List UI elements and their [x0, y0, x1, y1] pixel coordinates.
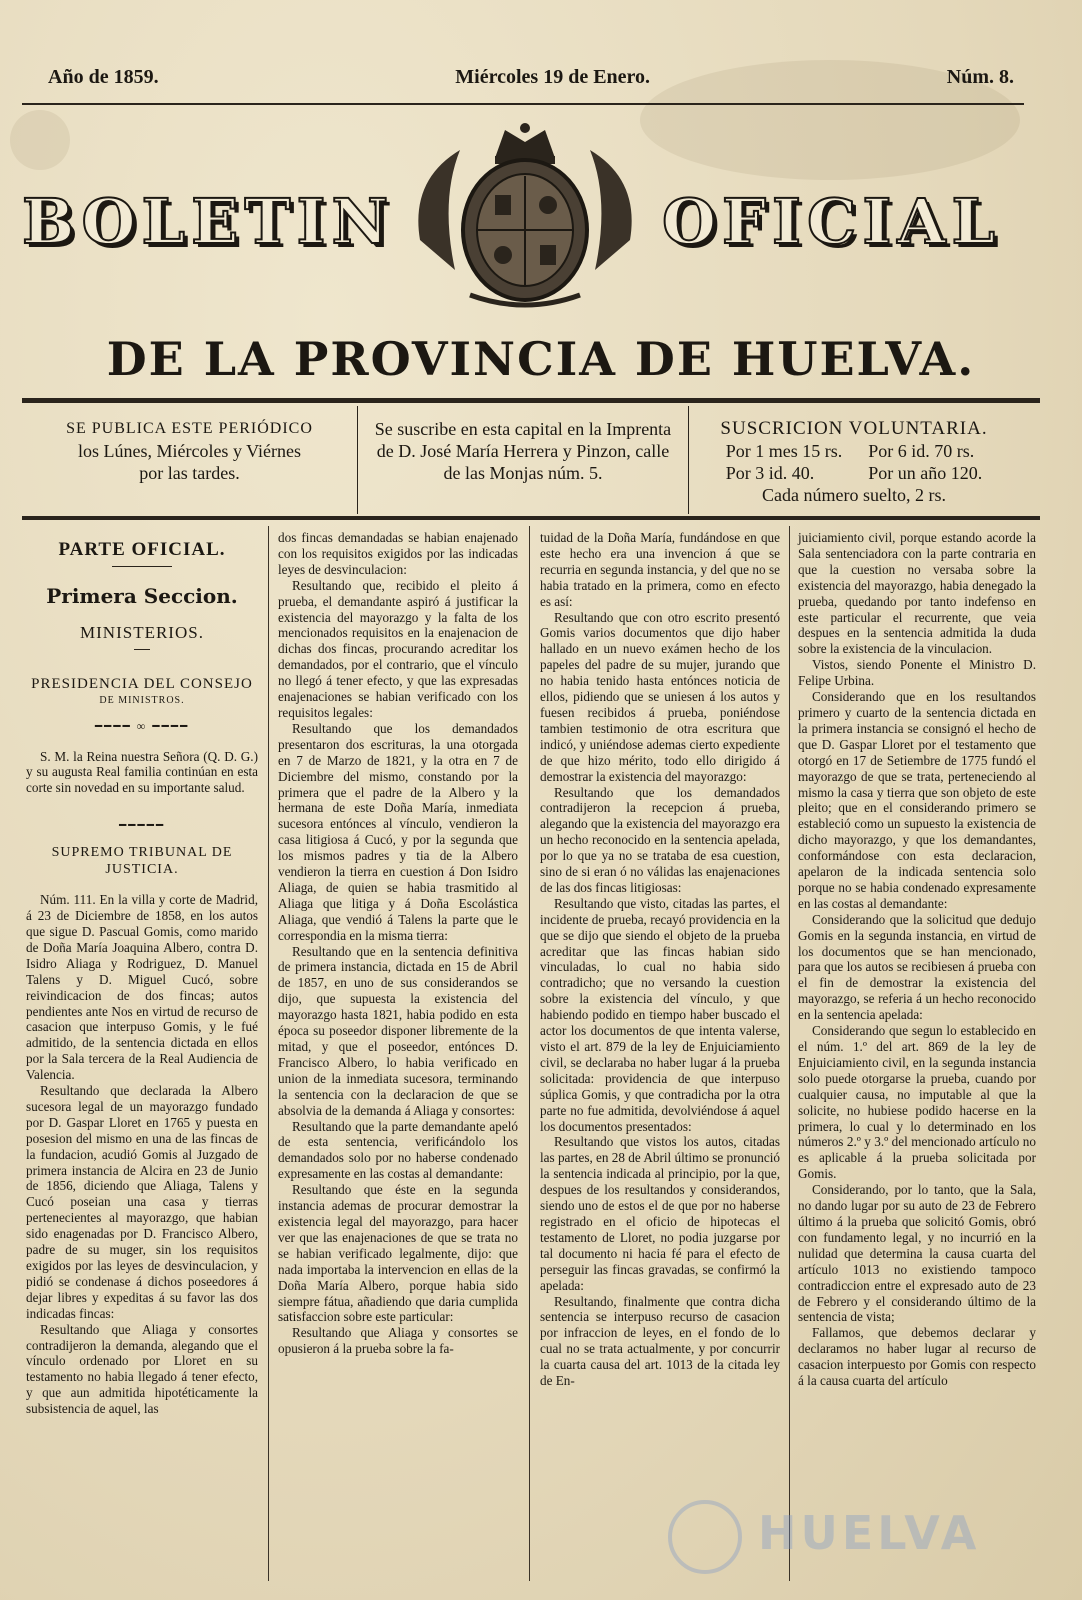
paragraph: Resultando que en la sentencia definitiva de primera instancia, dictada en 15 de Abril de 1857, en uno de sus considerandos se dijo, que supuesta la existencia del mayorazgo hasta 1821, habia podido en esta época su poseedor disponer libremente de la mitad, y que el poseedor, entónces D. Francisco Albero, lo habia verificado en union de la inmediata sucesora, terminando la sentencia con la declaracion de que se absolvia de la demanda á Aliaga y consortes:	[278, 943, 518, 1118]
price-line: Por 3 id. 40.	[725, 463, 815, 483]
schedule-line: los Lúnes, Miércoles y Viérnes	[77, 441, 302, 461]
column-divider	[529, 526, 530, 1581]
subscribe-line: Se suscribe en esta capital en la Imprenta	[374, 419, 672, 439]
paragraph: Vistos, siendo Ponente el Ministro D. Felipe Urbina.	[798, 657, 1036, 689]
paragraph: S. M. la Reina nuestra Señora (Q. D. G.) y su augusta Real familia continúan en esta corte sin novedad en su importante salud.	[26, 748, 258, 796]
subtitle-rule	[22, 398, 1040, 403]
subscribe-line: de D. José María Herrera y Pinzon, calle	[376, 441, 670, 461]
paragraph: Considerando, por lo tanto, que la Sala, no dando lugar por su auto de 23 de Febrero último á la prueba que solicitó Gomis, obró con fundamento legal, y no incurrió en la nulidad que determina la causa cuarta del artículo 1013 no existiendo tampoco contradiccion entre el expresado auto de 23 de Febrero y el considerando último de la sentencia de vista;	[798, 1182, 1036, 1325]
ornament-divider: ━━━━ ∞ ━━━━	[94, 718, 190, 733]
subscription-place	[357, 406, 689, 514]
watermark-logo-icon	[668, 1500, 742, 1574]
paragraph: Resultando que éste en la segunda instancia ademas de procurar demostrar la existencia legal del mayorazgo, para hacer ver que las enajenaciones de que se trata no se habian verificado legalmente, dijo: que nada importaba la intervencion en ellas de la Doña María Albero, porque habia sido siempre fátua, añadiendo que daria cumplida satisfaccion sobre este particular:	[278, 1182, 518, 1325]
paragraph: tuidad de la Doña María, fundándose en que este hecho era una invencion á que se recurria en segunda instancia, y del que no se habia tratado en la primera, como en efecto es así:	[540, 530, 780, 609]
subscribe-line: de las Monjas núm. 5.	[443, 463, 603, 483]
prices-grid	[689, 440, 1019, 484]
publication-schedule	[22, 406, 357, 514]
prices-title: SUSCRICION VOLUNTARIA.	[720, 418, 988, 439]
parte-oficial-heading: PARTE OFICIAL.	[58, 539, 226, 560]
masthead-subtitle: DE LA PROVINCIA DE HUELVA.	[106, 332, 976, 386]
presidencia-subheading: DE MINISTROS.	[99, 694, 185, 706]
schedule-line: SE PUBLICA ESTE PERIÓDICO	[66, 420, 313, 437]
header-rule	[22, 103, 1024, 105]
column-divider	[789, 526, 790, 1581]
paragraph: Resultando que visto, citadas las partes, el incidente de prueba, recayó providencia en la que se dijo que siendo el objeto de la prueba acreditar que las fincas habian sido vinculadas, lo cual no habia sido contradicho; que no versando la cuestion sobre la existencia del vínculo, y que habiendo podido en tiempo haber buscado el actor los documentos de que intenta valerse, visto el art. 879 de la ley de Enjuiciamiento civil, se declaraba no haber lugar á la prueba solicitada: providencia de que interpuso súplica Gomis, y que contradicha por la otra parte no fue admitida, devolviéndose á aquel los documentos presentados:	[540, 895, 780, 1134]
paragraph: Resultando que Aliaga y consortes contradijeron la demanda, alegando que el vínculo ordenado por Lloret en su testamento no habia llegado á tener efecto, y que aun admitida hipotéticamente la subsistencia de aquel, las	[26, 1321, 258, 1417]
divider	[112, 566, 172, 567]
divider	[134, 649, 150, 650]
ministerios-heading: MINISTERIOS.	[80, 622, 204, 642]
price-line: Por un año 120.	[868, 463, 983, 483]
masthead-word-right: OFICIAL	[662, 185, 1002, 258]
column-divider	[268, 526, 269, 1581]
primera-seccion-heading: Primera Seccion.	[46, 583, 238, 608]
supremo-heading: SUPREMO TRIBUNAL DE JUSTICIA.	[51, 845, 233, 878]
paragraph: Resultando que Aliaga y consortes se opusieron á la prueba sobre la fa-	[278, 1325, 518, 1357]
paragraph: dos fincas demandadas se habian enajenado con los requisitos exigidos por las indicadas leyes de desvinculacion:	[278, 530, 518, 577]
column-4	[798, 530, 1036, 1389]
paragraph: Núm. 111. En la villa y corte de Madrid, á 23 de Diciembre de 1858, en los autos que sigue D. Pascual Gomis, como marido de Doña María Joaquina Albero, contra D. Isidro Aliaga y Rodriguez, D. Manuel Talens y D. Miguel Cucó, sobre reivindicacion de dos fincas; autos pendientes ante Nos en virtud de recurso de casacion que interpuso Gomis, y le fué admitido, de la sentencia dictada en ellos por la Sala tercera de la Real Audiencia de Valencia.	[26, 892, 258, 1083]
masthead	[22, 130, 1022, 320]
masthead-word-left: BOLETIN	[22, 185, 395, 258]
info-rule	[22, 516, 1040, 520]
paragraph: Considerando que la solicitud que dedujo Gomis en la segunda instancia, en virtud de los documentos que se han mencionado, para que los autos se recibiesen á prueba con el fin de demostrar la existencia del mayorazgo, se referia á un hecho reconocido en la sentencia apelada:	[798, 911, 1036, 1023]
schedule-line: por las tardes.	[139, 463, 240, 483]
info-bar	[22, 406, 1040, 514]
column-2	[278, 530, 518, 1357]
paragraph: Resultando que, recibido el pleito á prueba, el demandante aspiró á justificar la existencia del mayorazgo y la falta de los mencionados requisitos en la enajenacion de dichas dos fincas, procurando acreditar los demandados, por el contrario, que el vínculo no llegó á tener efecto, y que las expresadas enajenaciones se habian verificado con los requisitos legales:	[278, 577, 518, 720]
price-line: Cada número suelto, 2 rs.	[762, 485, 946, 505]
subscription-prices	[689, 406, 1019, 514]
presidencia-heading: PRESIDENCIA DEL CONSEJO	[31, 675, 253, 692]
paragraph: Resultando que con otro escrito presentó Gomis varios documentos que dijo haber hallado en un nuevo exámen hecho de los papeles del padre de su mujer, jurando que no habia tenido hasta entónces noticia de ellos, pidiendo que se uniesen á los autos y fuesen recibidos á prueba, poniéndose tambien testimonio de otra escritura que indicó, y uniéndose ademas cierto expediente de que hizo mérito, todo ello dirigido á demostrar la existencia del mayorazgo:	[540, 609, 780, 784]
ornament-divider: ━━━━━	[118, 818, 166, 833]
paragraph: juiciamiento civil, porque estando acorde la Sala sentenciadora con la parte contraria en que la cuestion no versaba sobre la existencia del mayorazgo, habia denegado la prueba, quedando por tanto indefenso en este particular el recurrente, que veia despues en la sentencia admitida la duda sobre la existencia de la vinculacion.	[798, 530, 1036, 657]
date-label: Miércoles 19 de Enero.	[455, 65, 651, 88]
paragraph: Resultando que declarada la Albero sucesora legal de un mayorazgo fundado por D. Gaspar Lloret en 1765 y puesta en posesion del mismo en una de las fincas de la fundacion, acudió Gomis al Juzgado de primera instancia de Alcira en 23 de Junio de 1856, diciendo que Aliaga, Talens y Cucó poseian una casa y tierras pertenecientes al mayorazgo, que habian sido enagenadas por D. Francisco Albero, padre de su muger, sin los requisitos exigidos por las leyes de desvinculacion, y pidió se condenase á dichos poseedores á dejar libres y expeditas á su favor las dos indicadas fincas:	[26, 1083, 258, 1321]
archive-watermark	[668, 1500, 998, 1570]
paragraph: Considerando que segun lo establecido en el núm. 1.º del art. 869 de la ley de Enjuiciamiento civil, en la segunda instancia solo puede otorgarse la prueba, cuando por cualquier causa, no imputable al que la solicite, no hubiese podido hacerse en la primera, lo cual y lo determinado en los números 2.º y 3.º del mencionado artículo no es aplicable á la prueba solicitada por Gomis.	[798, 1023, 1036, 1182]
coat-of-arms-icon	[400, 120, 650, 320]
column-3	[540, 530, 780, 1389]
paragraph: Resultando que la parte demandante apeló de esta sentencia, verificándolo los demandados solo por no haberse condenado expresamente en las costas al demandante:	[278, 1118, 518, 1182]
paragraph: Considerando que en los resultandos primero y cuarto de la sentencia dictada en la primera instancia se consignó el hecho de que D. Gaspar Lloret por el testamento que otorgó en 17 de Setiembre de 1775 fundó el mayorazgo de que se trata, perteneciendo al mismo la casa y tierra que son objeto de este pleito; que en el considerando primero se estableció como un supuesto la existencia de dicho mayorazgo, y que los demandantes, conformándose con esta declaracion, apelaron de la indicada sentencia solo porque no se habia condenado expresamente en las costas al demandante:	[798, 689, 1036, 911]
paragraph: Resultando, finalmente que contra dicha sentencia se interpuso recurso de casacion por infraccion de leyes, en el fondo de lo cual no se trata actualmente, y por concurrir la cuarta causa del art. 1013 de la citada ley de En-	[540, 1293, 780, 1389]
paragraph: Fallamos, que debemos declarar y declaramos no haber lugar al recurso de casacion interpuesto por Gomis con respecto á la causa cuarta del artículo	[798, 1325, 1036, 1389]
watermark-text: HUELVA	[758, 1506, 981, 1560]
paragraph: Resultando que vistos los autos, citadas las partes, en 28 de Abril último se pronunció la sentencia indicada al principio, por la que, despues de los resultandos y considerandos, siendo uno de estos el de que por no haberse registrado en el oficio de hipotecas el testamento de Lloret, no podia juzgarse por tal documento ni hacia fé para el efecto de perseguir las fincas gravadas, se confirmó la apelada:	[540, 1134, 780, 1293]
issue-number: Núm. 8.	[946, 65, 1014, 88]
price-line: Por 6 id. 70 rs.	[868, 441, 975, 461]
paragraph: Resultando que los demandados contradijeron la recepcion á prueba, alegando que la existencia del mayorazgo era un hecho reconocido en la sentencia apelada, por lo que ya no se trataba de esa cuestion, sino de si eran ó no válidas las enajenaciones de las dos fincas litigiosas:	[540, 784, 780, 895]
year-label: Año de 1859.	[48, 65, 159, 88]
paragraph: Resultando que los demandados presentaron dos escrituras, la una otorgada en 7 de Marzo de 1821, y la otra en 7 de Diciembre del mismo, constando por la primera que el padre de la Albero y la hermana de este Doña María, inmediata sucesora entónces al vínculo, vendieron la casa litigiosa á Cucó, y por la segunda que los mismos padres y tia de la Albero vendieron la tierra en cuestion á Don Isidro Aliaga, de quien se habia trasmitido al Aliaga que litiga y á Doña Escolástica Aliaga, que vendió á Talens la parte que le correspondia en la misma tierra:	[278, 720, 518, 943]
column-1	[26, 530, 258, 1417]
price-line: Por 1 mes 15 rs.	[725, 441, 843, 461]
dateline	[48, 62, 1014, 92]
